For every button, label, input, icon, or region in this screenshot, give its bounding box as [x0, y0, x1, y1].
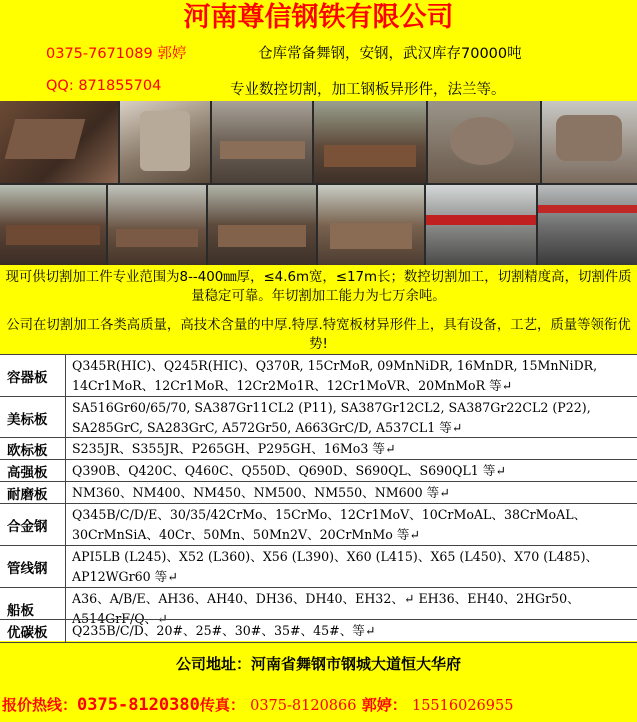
- table-row: [0, 481, 637, 504]
- grade-category: 高强板: [2, 460, 66, 482]
- fax-label: 传真：: [199, 696, 245, 714]
- table-row: [0, 459, 637, 482]
- steel-plate-photo: [0, 101, 118, 183]
- grade-specs: Q390B、Q420C、Q460C、Q550D、Q690D、S690QL、S690QL1 等↵: [72, 463, 506, 478]
- grade-specs: API5LB (L245)、X52 (L360)、X56 (L390)、X60 (L415)、X65 (L450)、X70 (L485)、AP12WGr60 等↵: [72, 549, 599, 584]
- grade-category: 优碳板: [2, 620, 66, 642]
- table-row: [0, 503, 637, 546]
- steel-photo-collage: [0, 101, 637, 265]
- intro-paragraph-2: 公司在切割加工各类高质量，高技术含量的中厚.特厚.特宽板材异形件上，具有设备，工艺，质量等领衔优势!: [6, 318, 631, 352]
- company-title: 河南尊信钢铁有限公司: [183, 2, 454, 33]
- hotline-label: 报价热线：: [2, 696, 78, 714]
- stock-note: 仓库常备舞钢，安钢，武汉库存70000吨: [258, 46, 522, 62]
- company-address: 公司地址：河南省舞钢市钢城大道恒大华府: [175, 655, 461, 673]
- steel-plate-photo: [318, 185, 424, 265]
- grade-specs: Q345R(HIC)、Q245R(HIC)、Q370R, 15CrMoR, 09MnNiDR, 16MnDR, 15MnNiDR, 14Cr1MoR、12Cr1MoR、12Cr2Mo1R、12Cr1MoVR、20MnMoR 等↵: [72, 358, 598, 393]
- grade-specs: Q345B/C/D/E、30/35/42CrMo、15CrMo、12Cr1MoV、10CrMoAL、38CrMoAL、30CrMnSiA、40Cr、50Mn、50Mn2V、20CrMnMo 等↵: [72, 507, 587, 542]
- grade-specs: S235JR、S355JR、P265GH、P295GH、16Mo3 等↵: [72, 441, 396, 456]
- grade-category: 欧标板: [2, 438, 66, 460]
- mobile-number: 15516026955: [411, 698, 514, 714]
- grade-specs: A36、A/B/E、AH36、AH40、DH36、DH40、EH32、↵ EH36、EH40、2HGr50、A514GrF/Q、↵: [72, 591, 580, 626]
- table-row: [0, 396, 637, 438]
- service-note: 专业数控切割，加工钢板异形件，法兰等。: [230, 82, 506, 98]
- table-row: [0, 437, 637, 460]
- steel-plate-photo: [428, 101, 540, 183]
- grade-category: 合金钢: [2, 504, 66, 546]
- grade-category: 美标板: [2, 397, 66, 438]
- grade-specs: NM360、NM400、NM450、NM500、NM550、NM600 等↵: [72, 485, 450, 500]
- grade-category: 耐磨板: [2, 482, 66, 504]
- qq-line: [46, 78, 161, 94]
- hotline-number: 0375-8120380: [77, 695, 200, 715]
- table-row: [0, 619, 637, 643]
- phone-contact: [46, 42, 186, 63]
- grade-category: 管线钢: [2, 546, 66, 588]
- steel-plate-photo: [426, 185, 536, 265]
- grade-specs: SA516Gr60/65/70, SA387Gr11CL2 (P11), SA387Gr12CL2, SA387Gr22CL2 (P22), SA285GrC, SA283GrC, A572Gr50, A663GrC/D, A537CL1 等↵: [72, 400, 591, 435]
- hotline-bar: [2, 694, 513, 715]
- grade-category: 容器板: [2, 355, 66, 397]
- steel-plate-photo: [0, 185, 106, 265]
- steel-plate-photo: [108, 185, 206, 265]
- steel-plate-photo: [120, 101, 210, 183]
- qq-number: QQ: 871855704: [46, 78, 162, 94]
- steel-plate-photo: [538, 185, 637, 265]
- intro-paragraph-1: 现可供切割加工件专业范围为8--400㎜厚，≤4.6m宽，≤17m长；数控切割加工，切割精度高，切割件质量稳定可靠。年切割加工能力为七万余吨。: [5, 270, 632, 304]
- phone-contact-text: 0375-7671089 郭婷: [46, 46, 187, 62]
- steel-plate-photo: [542, 101, 637, 183]
- table-row: [0, 545, 637, 588]
- grade-category: 船板: [2, 588, 66, 630]
- table-row: [0, 354, 637, 397]
- contact-label: 郭婷：: [361, 696, 407, 714]
- steel-plate-photo: [212, 101, 312, 183]
- steel-grade-table: [0, 354, 637, 641]
- grade-specs: Q235B/C/D、20#、25#、30#、35#、45#、等↵: [72, 623, 376, 638]
- steel-plate-photo: [314, 101, 426, 183]
- fax-number: 0375-8120866: [250, 698, 357, 714]
- steel-plate-photo: [208, 185, 316, 265]
